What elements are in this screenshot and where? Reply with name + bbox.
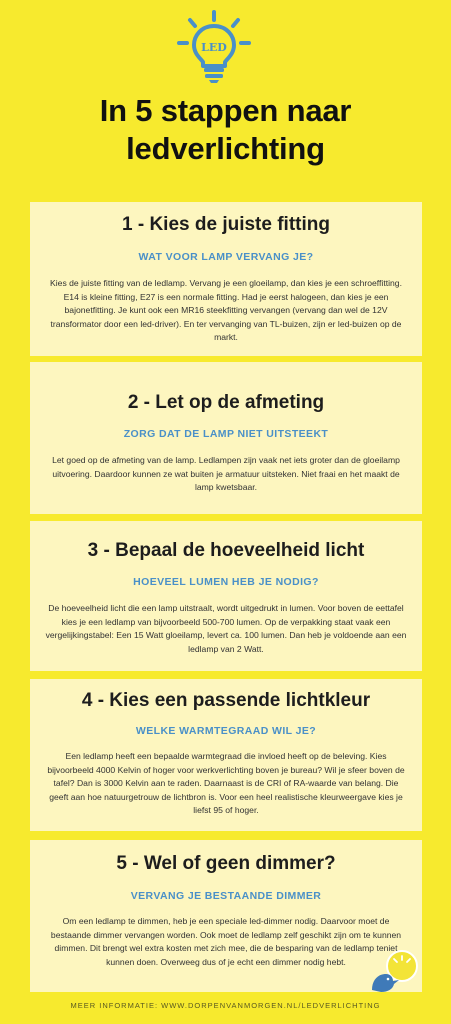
step-subheading: ZORG DAT DE LAMP NIET UITSTEEKT [123,428,329,440]
step-card-2 [30,362,422,514]
step-subheading: HOEVEEL LUMEN HEB JE NODIG? [133,576,319,588]
led-bulb-icon [176,10,252,84]
step-card-5 [30,840,422,992]
step-subheading: WELKE WARMTEGRAAD WIL JE? [135,725,317,737]
step-heading: 3 - Bepaal de hoeveelheid licht [87,540,365,561]
step-body: Om een ledlamp te dimmen, heb je een speciale led-dimmer nodig. Daarvoor moet de bestaande dimmer vervangen worden. Ook moet de ledlamp zelf geschikt zijn om te kunnen dimmen. Dit brengt wel extra kosten met zich mee, die de besparing van de ledlamp teniet kunnen doen. Overweeg dus of je echt een dimmer nodig hebt. [50,916,402,967]
logo-label: LED [201,41,227,54]
page-title [0,92,451,168]
page-title-line-2: ledverlichting [126,131,325,166]
step-body: Let goed op de afmeting van de lamp. Ledlampen zijn vaak net iets groter dan de gloeilamp uitvoering. Daardoor kunnen ze wat buiten je armatuur uitsteken. Niet fraai en het maakt de lamp kwetsbaar. [52,455,400,492]
step-heading: 4 - Kies een passende lichtkleur [81,690,371,711]
step-heading: 2 - Let op de afmeting [127,392,325,413]
step-body: Een ledlamp heeft een bepaalde warmtegraad die invloed heeft op de beleving. Kies bijvoorbeeld 4000 Kelvin of hoger voor werkverlichting boven je bureau? Wil je sfeer boven de tafel? Dan is 3000 Kelvin aan te raden. Daarnaast is de CRI of RA-waarde van belang. Die geeft aan hoe natuurgetrouw de lichtbron is. Voor een heel realistische kleurweergave kies je liefst 95 of hoger. [47,751,405,815]
step-card-1 [30,202,422,356]
step-body: Kies de juiste fitting van de ledlamp. Vervang je een gloeilamp, dan kies je een schroeffitting. E14 is kleine fitting, E27 is een normale fitting. Had je eerst halogeen, dan kies je een bajonetfitting. Je kunt ook een MR16 steekfitting vervangen (vervang dan wel de 12V transformator door een led-driver). En ter vervanging van TL-buizen, zijn er led-buizen op de markt. [50,278,402,342]
bird-logo-icon [366,950,420,994]
page-title-line-1: In 5 stappen naar [99,93,352,128]
step-card-3 [30,521,422,671]
step-card-4 [30,679,422,831]
step-heading: 5 - Wel of geen dimmer? [116,853,336,874]
footer-info: MEER INFORMATIE: WWW.DORPENVANMORGEN.NL/LEDVERLICHTING [70,1001,381,1010]
step-subheading: VERVANG JE BESTAANDE DIMMER [130,890,322,902]
step-body: De hoeveelheid licht die een lamp uitstraalt, wordt uitgedrukt in lumen. Voor boven de eettafel kies je een ledlamp van bijvoorbeeld 500-700 lumen. Op de verpakking staat vaak een vergelijkingstabel: Een 15 Watt gloeilamp, levert ca. 100 lumen. Dan heb je voldoende aan een ledlamp van 2 Watt. [45,603,407,654]
step-subheading: WAT VOOR LAMP VERVANG JE? [138,251,314,263]
step-heading: 1 - Kies de juiste fitting [122,214,330,235]
